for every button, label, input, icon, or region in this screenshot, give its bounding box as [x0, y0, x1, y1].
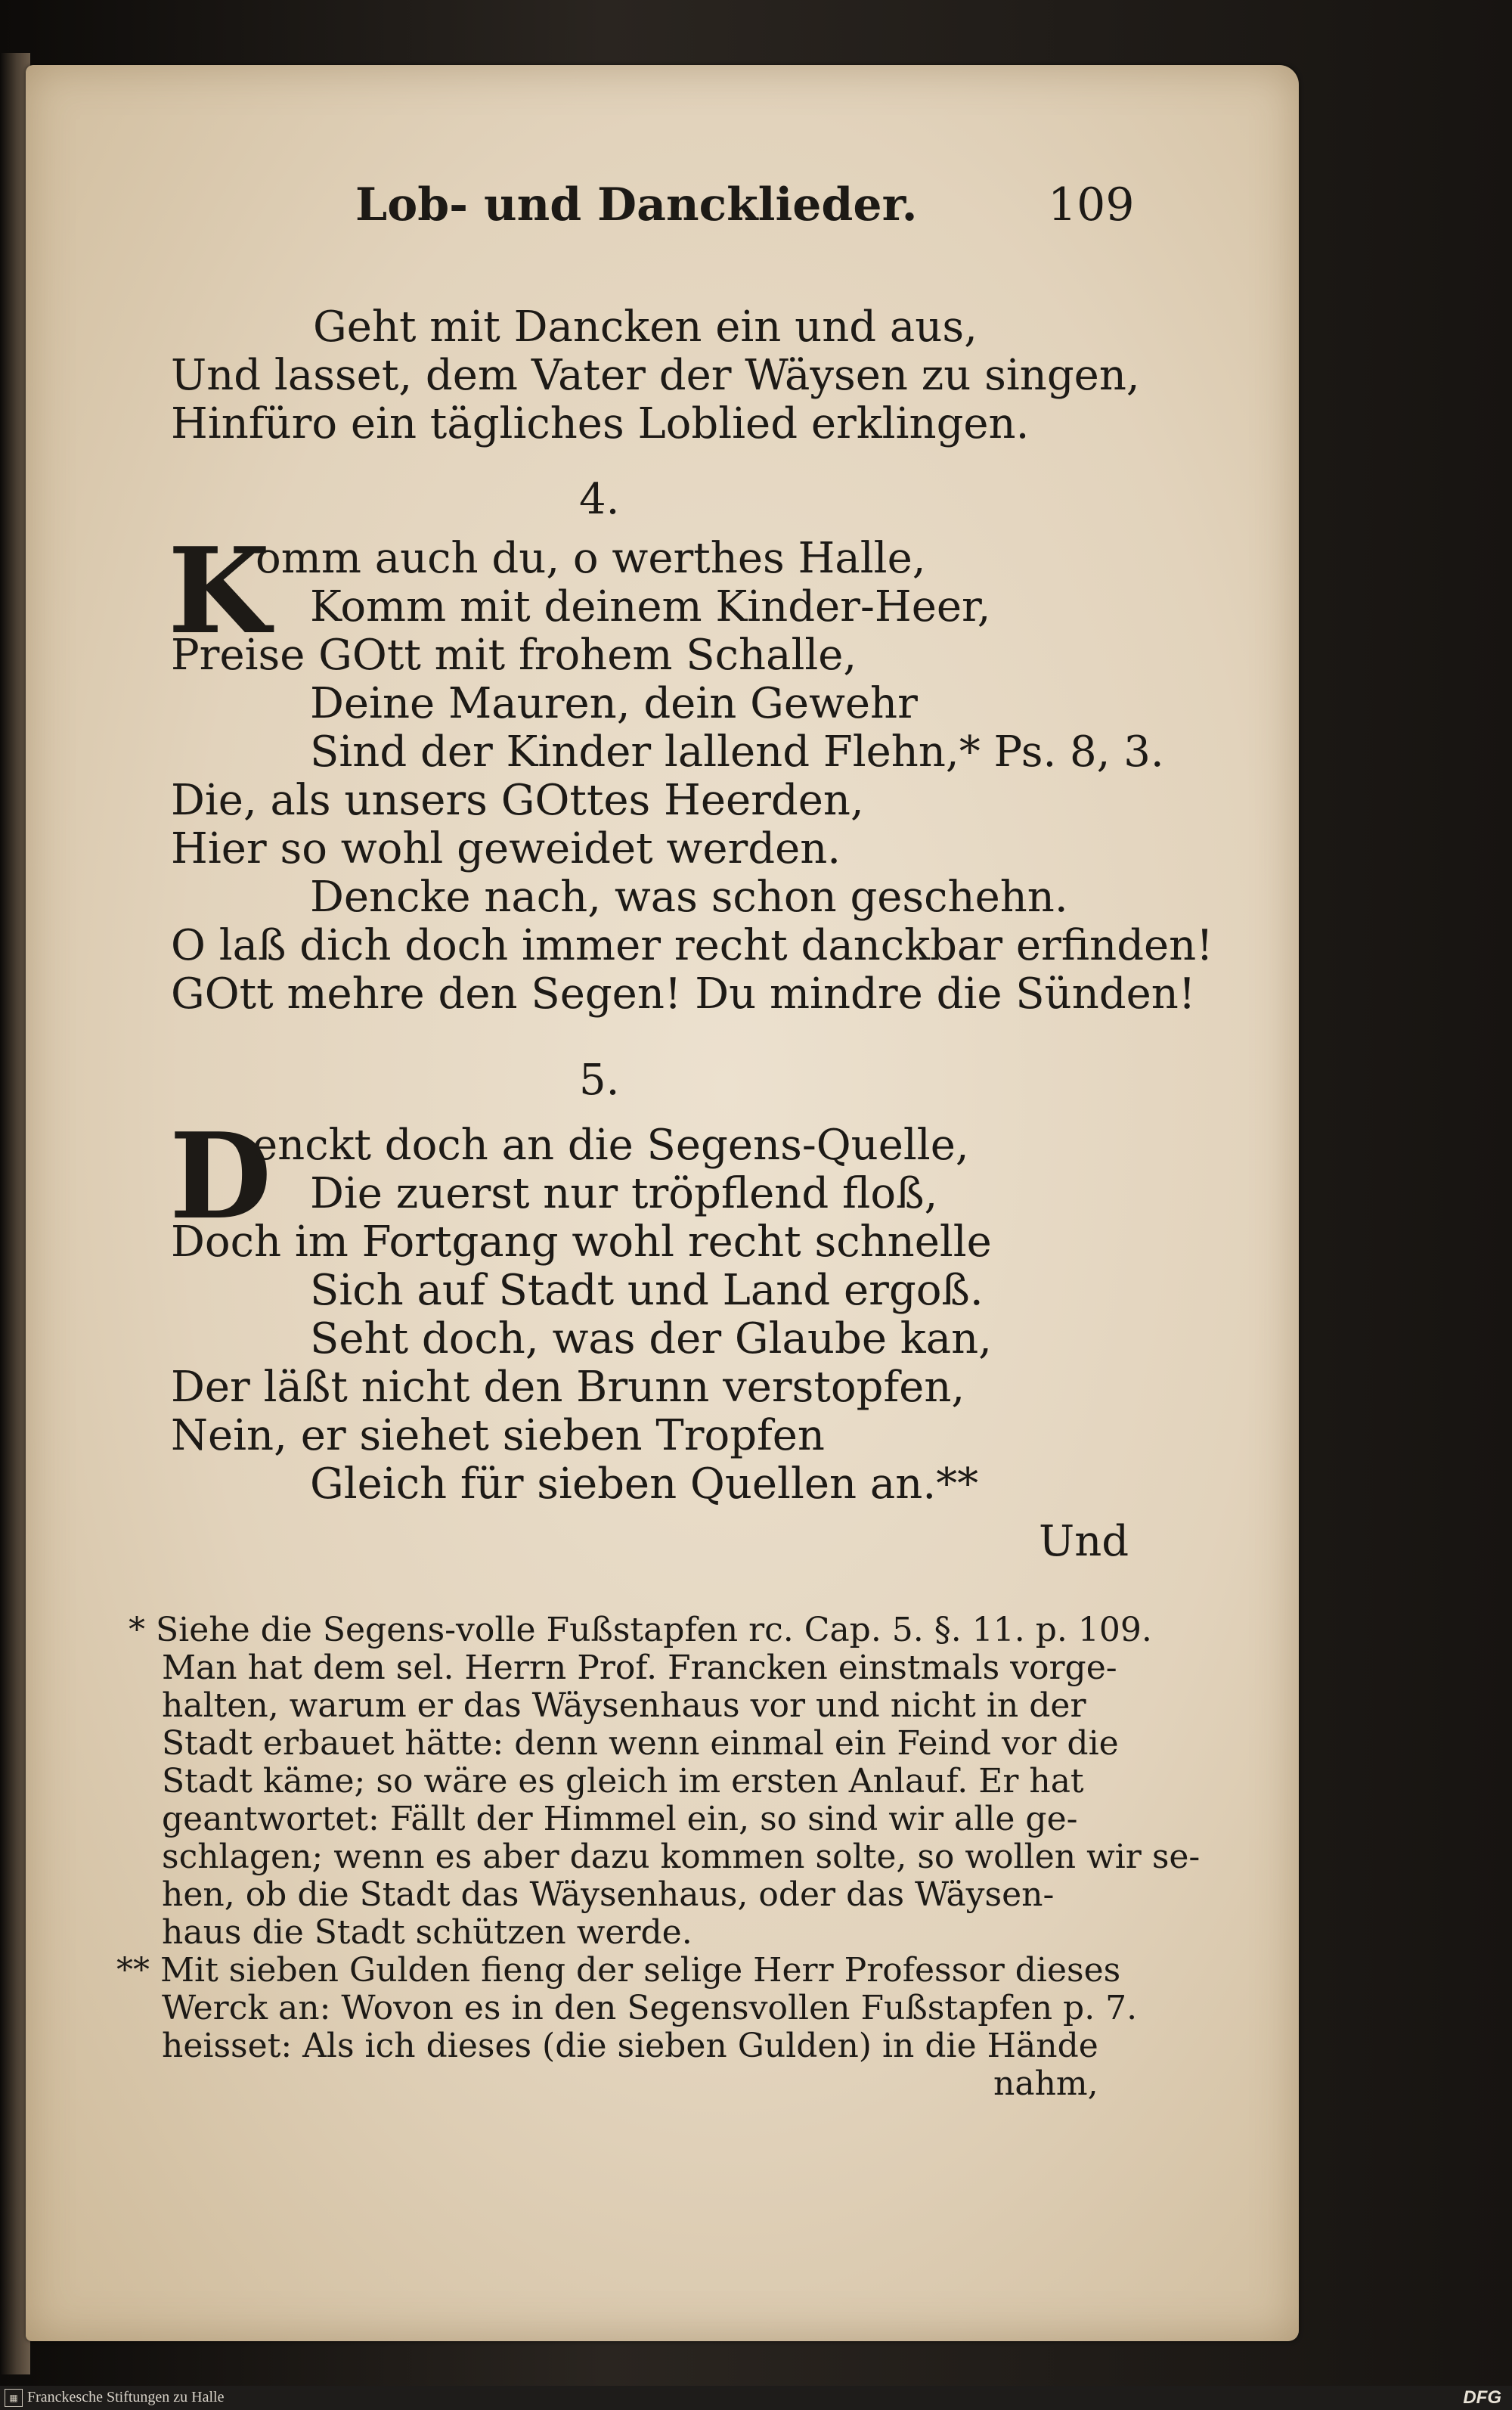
verse-line: Dencke nach, was schon geschehn.: [310, 873, 1068, 922]
footnote-line: schlagen; wenn es aber dazu kommen solte, so wollen wir se-: [162, 1838, 1201, 1876]
drop-cap: D: [169, 1107, 272, 1245]
page-number: 109: [1048, 178, 1135, 231]
verse-line: Doch im Fortgang wohl recht schnelle: [171, 1217, 992, 1267]
verse-line: Sind der Kinder lallend Flehn,* Ps. 8, 3.: [310, 727, 1164, 777]
verse-line: Nein, er siehet sieben Tropfen: [171, 1411, 825, 1460]
footnote-line: geantwortet: Fällt der Himmel ein, so sind wir alle ge-: [162, 1800, 1078, 1838]
verse-line: Preise GOtt mit frohem Schalle,: [171, 631, 857, 680]
verse-line: Die zuerst nur tröpflend floß,: [310, 1169, 938, 1218]
footnote-line: hen, ob die Stadt das Wäysenhaus, oder das Wäysen-: [162, 1875, 1055, 1914]
verse-line: Der läßt nicht den Brunn verstopfen,: [171, 1363, 965, 1412]
verse-number: 5.: [579, 1056, 620, 1105]
verse-line: omm auch du, o werthes Halle,: [256, 534, 926, 583]
footnote-line: ** Mit sieben Gulden fieng der selige Herr Professor dieses: [116, 1951, 1121, 1990]
footer-bar: [0, 2386, 1512, 2410]
verse-line: Sich auf Stadt und Land ergoß.: [310, 1266, 984, 1315]
verse-line: Hinfüro ein tägliches Loblied erklingen.: [171, 399, 1030, 448]
footnote-line: Stadt käme; so wäre es gleich im ersten Anlauf. Er hat: [162, 1762, 1084, 1801]
verse-line: O laß dich doch immer recht danckbar erfinden!: [171, 921, 1213, 970]
footnote-line: Werck an: Wovon es in den Segensvollen Fußstapfen p. 7.: [162, 1989, 1138, 2027]
catchword: Und: [1039, 1517, 1129, 1566]
dfg-mark: DFG: [1463, 2387, 1501, 2408]
footnote-line: * Siehe die Segens-volle Fußstapfen rc. Cap. 5. §. 11. p. 109.: [129, 1611, 1152, 1649]
footnote-line: heisset: Als ich dieses (die sieben Gulden) in die Hände: [162, 2027, 1098, 2065]
running-title: Lob- und Dancklieder.: [355, 178, 918, 231]
verse-line: Und lasset, dem Vater der Wäysen zu singen,: [171, 351, 1140, 400]
verse-line: Deine Mauren, dein Gewehr: [310, 679, 918, 728]
footnote-line: nahm,: [993, 2064, 1098, 2103]
verse-line: Seht doch, was der Glaube kan,: [310, 1314, 992, 1363]
verse-line: Gleich für sieben Quellen an.**: [310, 1459, 979, 1509]
footnote-line: haus die Stadt schützen werde.: [162, 1913, 692, 1952]
verse-line: Komm mit deinem Kinder-Heer,: [310, 582, 991, 631]
verse-line: GOtt mehre den Segen! Du mindre die Sünden!: [171, 969, 1196, 1019]
verse-line: enckt doch an die Segens-Quelle,: [253, 1121, 969, 1170]
verse-line: Die, als unsers GOttes Heerden,: [171, 776, 864, 825]
footnote-line: Stadt erbauet hätte: denn wenn einmal ein Feind vor die: [162, 1724, 1119, 1763]
verse-number: 4.: [579, 475, 620, 524]
institution-name: Franckesche Stiftungen zu Halle: [27, 2389, 225, 2405]
footnote-line: Man hat dem sel. Herrn Prof. Francken einstmals vorge-: [162, 1649, 1117, 1687]
verse-line: Hier so wohl geweidet werden.: [171, 824, 841, 873]
verse-line: Geht mit Dancken ein und aus,: [313, 302, 978, 352]
book-page: [26, 65, 1299, 2341]
footnote-line: halten, warum er das Wäysenhaus vor und nicht in der: [162, 1686, 1086, 1725]
drop-cap: K: [168, 522, 271, 660]
institution-logo-icon: ▦: [5, 2389, 23, 2407]
